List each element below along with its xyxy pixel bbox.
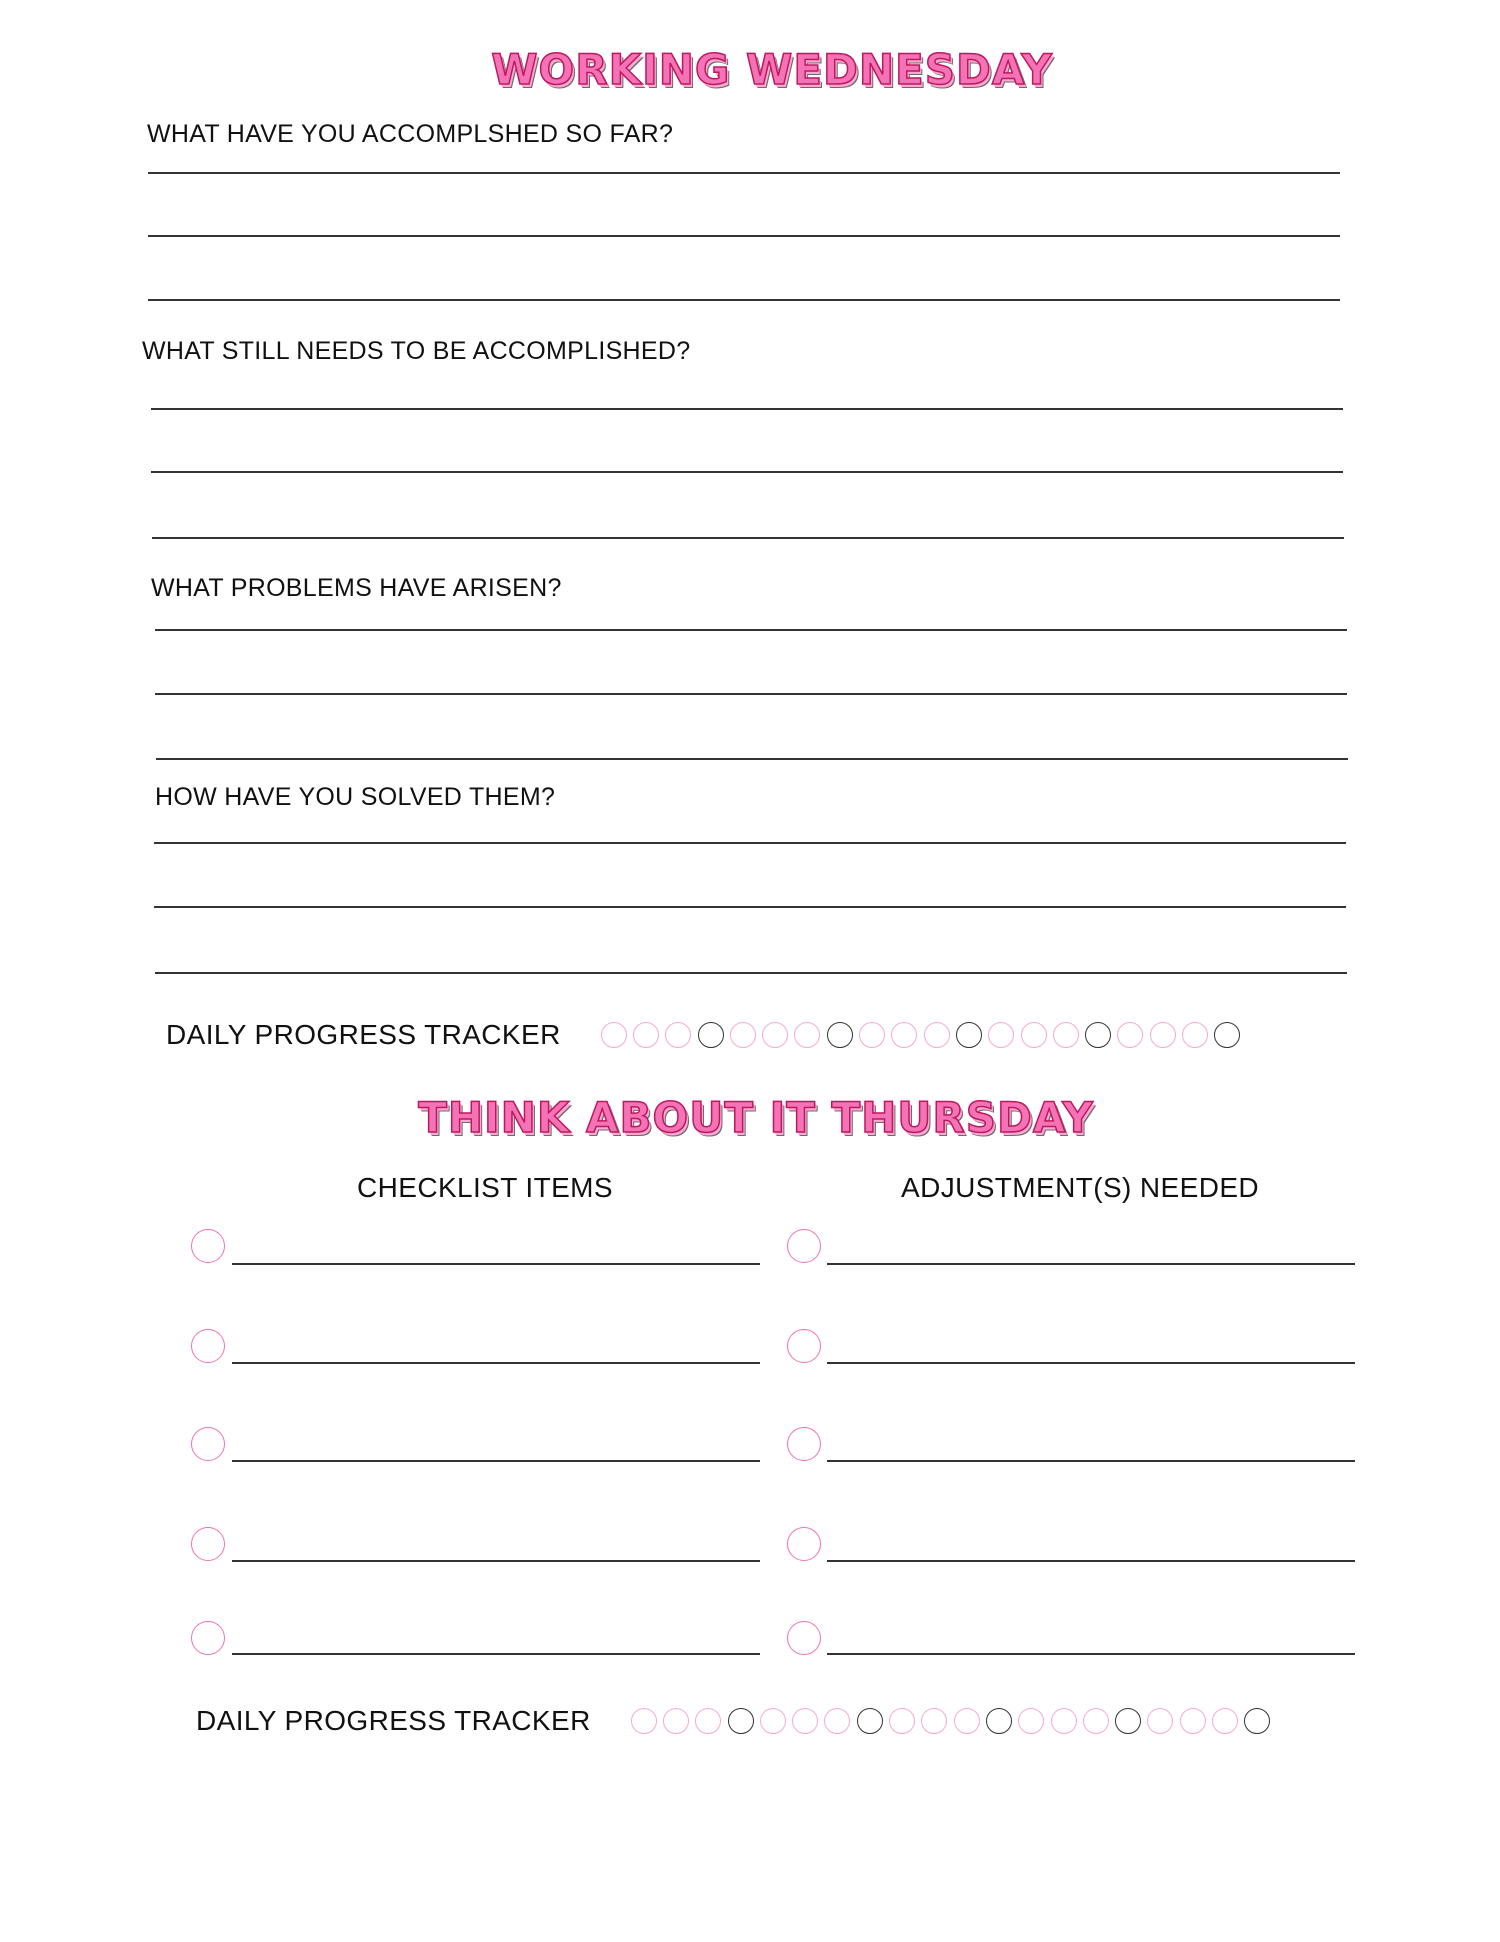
tracker-dot[interactable]: [986, 1708, 1012, 1734]
checklist-line[interactable]: [232, 1653, 760, 1655]
tracker-dot[interactable]: [1212, 1708, 1238, 1734]
question-solved: HOW HAVE YOU SOLVED THEM?: [155, 783, 556, 811]
adjustments-heading: ADJUSTMENT(S) NEEDED: [901, 1172, 1260, 1203]
answer-line[interactable]: [148, 299, 1340, 301]
tracker-dot[interactable]: [1147, 1708, 1173, 1734]
tracker-dot[interactable]: [1180, 1708, 1206, 1734]
tracker-dot[interactable]: [631, 1708, 657, 1734]
tracker-dot[interactable]: [1018, 1708, 1044, 1734]
tracker-dot[interactable]: [695, 1708, 721, 1734]
answer-line[interactable]: [148, 235, 1340, 237]
tracker-dot[interactable]: [1083, 1708, 1109, 1734]
tracker-dot[interactable]: [663, 1708, 689, 1734]
wednesday-progress-tracker: [166, 1019, 1247, 1051]
tracker-dot[interactable]: [824, 1708, 850, 1734]
question-accomplished: WHAT HAVE YOU ACCOMPLSHED SO FAR?: [147, 120, 674, 148]
adjustment-line[interactable]: [827, 1653, 1355, 1655]
tracker-dot[interactable]: [698, 1022, 724, 1048]
tracker-dot[interactable]: [1117, 1022, 1143, 1048]
tracker-dot[interactable]: [921, 1708, 947, 1734]
answer-line[interactable]: [148, 172, 1340, 174]
question-problems: WHAT PROBLEMS HAVE ARISEN?: [151, 574, 562, 602]
tracker-dot[interactable]: [1214, 1022, 1240, 1048]
checklist-heading: CHECKLIST ITEMS: [357, 1172, 613, 1203]
tracker-dot[interactable]: [954, 1708, 980, 1734]
tracker-dot[interactable]: [889, 1708, 915, 1734]
adjustment-circle[interactable]: [787, 1427, 821, 1461]
answer-line[interactable]: [155, 693, 1347, 695]
tracker-dot[interactable]: [859, 1022, 885, 1048]
question-still-needs: WHAT STILL NEEDS TO BE ACCOMPLISHED?: [142, 337, 691, 365]
tracker-dot[interactable]: [760, 1708, 786, 1734]
tracker-dot[interactable]: [665, 1022, 691, 1048]
tracker-dot[interactable]: [1182, 1022, 1208, 1048]
answer-line[interactable]: [155, 972, 1347, 974]
tracker-dot[interactable]: [792, 1708, 818, 1734]
tracker-dot[interactable]: [794, 1022, 820, 1048]
tracker-dot[interactable]: [988, 1022, 1014, 1048]
checklist-line[interactable]: [232, 1460, 760, 1462]
tracker-dot[interactable]: [956, 1022, 982, 1048]
adjustment-circle[interactable]: [787, 1621, 821, 1655]
answer-line[interactable]: [156, 758, 1348, 760]
tracker-dot[interactable]: [1115, 1708, 1141, 1734]
adjustment-line[interactable]: [827, 1362, 1355, 1364]
answer-line[interactable]: [152, 537, 1344, 539]
tracker-dot[interactable]: [1053, 1022, 1079, 1048]
tracker-dot[interactable]: [762, 1022, 788, 1048]
tracker-dot[interactable]: [1021, 1022, 1047, 1048]
thursday-title: THINK ABOUT IT THURSDAY: [418, 1093, 1094, 1142]
thursday-progress-tracker: [196, 1705, 1277, 1737]
answer-line[interactable]: [154, 842, 1346, 844]
tracker-dot[interactable]: [730, 1022, 756, 1048]
tracker-dots: [631, 1708, 1277, 1734]
tracker-label: DAILY PROGRESS TRACKER: [166, 1019, 561, 1050]
answer-line[interactable]: [151, 408, 1343, 410]
checklist-line[interactable]: [232, 1362, 760, 1364]
checkbox-circle[interactable]: [191, 1229, 225, 1263]
tracker-dot[interactable]: [924, 1022, 950, 1048]
answer-line[interactable]: [154, 906, 1346, 908]
tracker-dot[interactable]: [891, 1022, 917, 1048]
tracker-dot[interactable]: [827, 1022, 853, 1048]
adjustment-circle[interactable]: [787, 1229, 821, 1263]
wednesday-title: WORKING WEDNESDAY: [491, 45, 1053, 94]
tracker-dots: [601, 1022, 1247, 1048]
tracker-dot[interactable]: [601, 1022, 627, 1048]
checkbox-circle[interactable]: [191, 1621, 225, 1655]
adjustment-circle[interactable]: [787, 1527, 821, 1561]
adjustment-circle[interactable]: [787, 1329, 821, 1363]
adjustment-line[interactable]: [827, 1560, 1355, 1562]
tracker-dot[interactable]: [1244, 1708, 1270, 1734]
adjustment-line[interactable]: [827, 1460, 1355, 1462]
tracker-label: DAILY PROGRESS TRACKER: [196, 1705, 591, 1736]
answer-line[interactable]: [155, 629, 1347, 631]
tracker-dot[interactable]: [728, 1708, 754, 1734]
adjustment-line[interactable]: [827, 1263, 1355, 1265]
checkbox-circle[interactable]: [191, 1527, 225, 1561]
checklist-line[interactable]: [232, 1263, 760, 1265]
checkbox-circle[interactable]: [191, 1329, 225, 1363]
answer-line[interactable]: [151, 471, 1343, 473]
tracker-dot[interactable]: [633, 1022, 659, 1048]
tracker-dot[interactable]: [857, 1708, 883, 1734]
tracker-dot[interactable]: [1085, 1022, 1111, 1048]
tracker-dot[interactable]: [1150, 1022, 1176, 1048]
checkbox-circle[interactable]: [191, 1427, 225, 1461]
tracker-dot[interactable]: [1051, 1708, 1077, 1734]
checklist-line[interactable]: [232, 1560, 760, 1562]
